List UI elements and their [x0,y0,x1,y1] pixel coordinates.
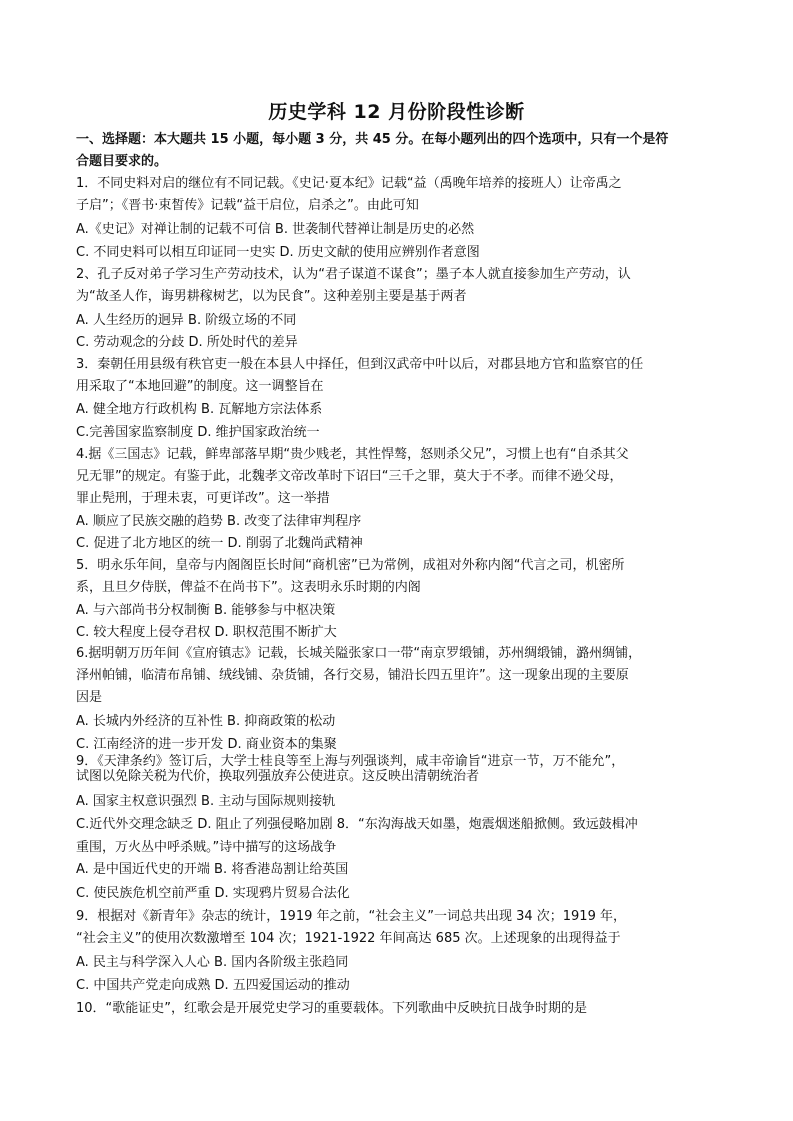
section-header-line-1: 一、选择题：本大题共 15 小题，每小题 3 分，共 45 分。在每小题列出的四个选项中，只有一个是符 [76,132,669,147]
text-line: 兄无罪”的规定。有鉴于此，北魏孝文帝改革时下诏曰“三千之罪，莫大于不孝。而律不逊父母， [76,469,623,484]
text-line: 重围，万火丛中呼杀贼。”诗中描写的这场战争 [76,840,337,855]
section-header-line-2: 合题目要求的。 [76,154,168,169]
text-line: 泽州帕铺，临清布帛铺、绒线铺、杂货铺，各行交易，铺沿长四五里许”。这一现象出现的主要原 [76,668,629,683]
text-line: C.近代外交理念缺乏 D. 阻止了列强侵略加剧 8．“东沟海战天如墨，炮震烟迷船掀侧。致远鼓楫冲 [76,817,638,832]
text-line: 9．《天津条约》签订后，大学士桂良等至上海与列强谈判，咸丰帝谕旨“进京一节，万不能允”， [76,754,625,769]
text-line: 9．根据对《新青年》杂志的统计，1919 年之前，“社会主义”一词总共出现 34 次；1919 年， [76,909,626,924]
text-line: 系，且旦夕侍朕，俾益不在尚书下”。这表明永乐时期的内阁 [76,580,421,595]
option-line: A. 与六部尚书分权制衡 B. 能够参与中枢决策 [76,603,336,618]
option-line: A. 顺应了民族交融的趋势 B. 改变了法律审判程序 [76,514,362,529]
option-line: C. 不同史料可以相互印证同一史实 D. 历史文献的使用应辨别作者意图 [76,245,480,260]
text-line: 子启”；《晋书·束皙传》记载“益干启位，启杀之”。由此可知 [76,198,419,213]
option-line: C.完善国家监察制度 D. 维护国家政治统一 [76,425,320,440]
option-line: A. 民主与科学深入人心 B. 国内各阶级主张趋同 [76,955,349,970]
text-line: 5．明永乐年间，皇帝与内阁阁臣长时间“商机密”已为常例，成祖对外称内阁“代言之司，机密所 [76,558,625,573]
option-line: C. 劳动观念的分歧 D. 所处时代的差异 [76,335,298,350]
option-line: A. 是中国近代史的开端 B. 将香港岛割让给英国 [76,862,349,877]
option-line: C. 使民族危机空前严重 D. 实现鸦片贸易合法化 [76,886,350,901]
option-line: C. 较大程度上侵夺君权 D. 职权范围不断扩大 [76,625,337,640]
option-line: C. 江南经济的进一步开发 D. 商业资本的集聚 [76,737,337,752]
text-line: 因是 [76,690,103,705]
option-line: A. 人生经历的迥异 B. 阶级立场的不同 [76,313,297,328]
option-line: A. 长城内外经济的互补性 B. 抑商政策的松动 [76,714,336,729]
option-line: A. 国家主权意识强烈 B. 主动与国际规则接轨 [76,794,336,809]
page-title: 历史学科 12 月份阶段性诊断 [268,101,525,123]
text-line: 2、孔子反对弟子学习生产劳动技术，认为“君子谋道不谋食”；墨子本人就直接参加生产劳动，认 [76,267,631,282]
text-line: 用采取了“本地回避”的制度。这一调整旨在 [76,379,324,394]
text-line: 10．“歌能证史”，红歌会是开展党史学习的重要载体。下列歌曲中反映抗日战争时期的是 [76,1001,588,1016]
text-line: 为“故圣人作，诲男耕稼树艺，以为民食”。这种差别主要是基于两者 [76,289,467,304]
text-line: 罪止髡刑，于理未衷，可更详改”。这一举措 [76,491,330,506]
text-line: “社会主义”的使用次数激增至 104 次；1921-1922 年间高达 685 次。上述现象的出现得益于 [76,931,621,946]
option-line: A.《史记》对禅让制的记载不可信 B. 世袭制代替禅让制是历史的必然 [76,222,475,237]
text-line: 1．不同史料对启的继位有不同记载。《史记·夏本纪》记载“益（禹晚年培养的接班人）让帝禹之 [76,176,622,191]
option-line: A. 健全地方行政机构 B. 瓦解地方宗法体系 [76,402,323,417]
option-line: C. 促进了北方地区的统一 D. 削弱了北魏尚武精神 [76,536,363,551]
text-line: 4.据《三国志》记载，鲜卑部落早期“贵少贱老，其性悍骜，怒则杀父兄”，习惯上也有“自杀其父 [76,447,629,462]
text-line: 6.据明朝万历年间《宣府镇志》记载，长城关隘张家口一带“南京罗缎铺，苏州绸缎铺，潞州绸铺， [76,646,642,661]
option-line: C. 中国共产党走向成熟 D. 五四爱国运动的推动 [76,978,350,993]
text-line: 3．秦朝任用县级有秩官吏一般在本县人中择任，但到汉武帝中叶以后，对郡县地方官和监察官的任 [76,357,644,372]
text-line: 试图以免除关税为代价，换取列强放弃公使进京。这反映出清朝统治者 [76,769,480,784]
